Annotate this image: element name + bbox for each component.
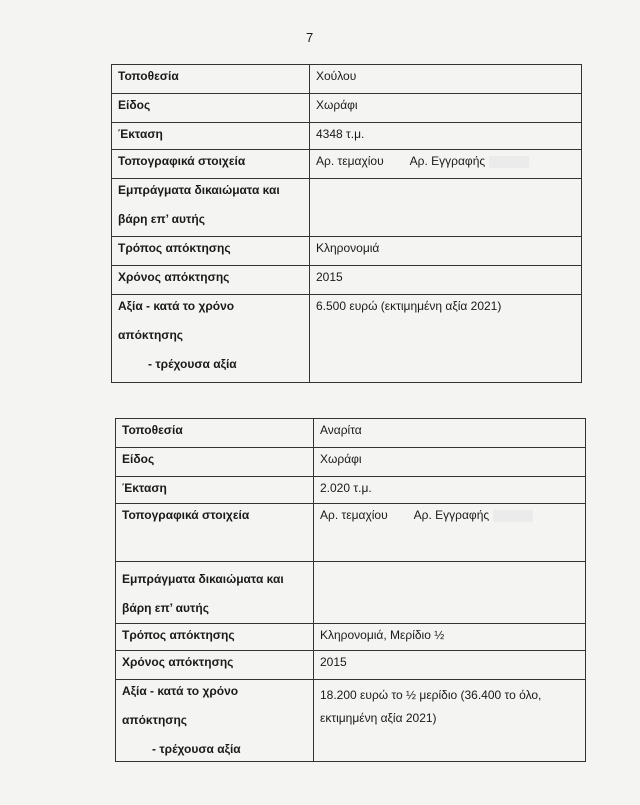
property-table-2 <box>115 418 586 762</box>
rights-label-line2: βάρη επ’ αυτής <box>122 601 209 615</box>
type-label: Είδος <box>112 94 310 123</box>
rights-label-line1: Εμπράγματα δικαιώματα και <box>118 183 280 197</box>
row-acquisition-method <box>112 237 582 266</box>
row-rights <box>112 179 582 237</box>
rights-label <box>116 562 314 624</box>
rights-label-line2: βάρη επ’ αυτής <box>118 212 205 226</box>
location-value: Αναρίτα <box>314 419 586 448</box>
acq-year-label: Χρόνος απόκτησης <box>112 266 310 295</box>
area-label: Έκταση <box>112 123 310 150</box>
topo-label: Τοπογραφικά στοιχεία <box>116 504 314 562</box>
value-value: 18.200 ευρώ το ½ μερίδιο (36.400 το όλο, εκτιμημένη αξία 2021) <box>314 680 586 762</box>
row-location <box>116 419 586 448</box>
topo-value <box>314 504 586 562</box>
registration-number-label: Αρ. Εγγραφής <box>409 154 486 168</box>
location-label: Τοποθεσία <box>112 65 310 94</box>
row-type <box>112 94 582 123</box>
row-topography <box>116 504 586 562</box>
location-value: Χούλου <box>310 65 582 94</box>
property-table-1 <box>111 64 582 383</box>
value-label-line1: Αξία - κατά το χρόνο <box>118 299 235 313</box>
area-value: 2.020 τ.μ. <box>314 477 586 504</box>
acq-method-value: Κληρονομιά, Μερίδιο ½ <box>314 624 586 651</box>
area-label: Έκταση <box>116 477 314 504</box>
row-rights <box>116 562 586 624</box>
row-area <box>112 123 582 150</box>
value-label <box>112 295 310 383</box>
acq-method-label: Τρόπος απόκτησης <box>112 237 310 266</box>
acq-year-label: Χρόνος απόκτησης <box>116 651 314 680</box>
value-label-line3: - τρέχουσα αξία <box>148 357 237 371</box>
type-value: Χωράφι <box>314 448 586 477</box>
acq-year-value: 2015 <box>314 651 586 680</box>
row-value <box>116 680 586 762</box>
type-value: Χωράφι <box>310 94 582 123</box>
rights-label-line1: Εμπράγματα δικαιώματα και <box>122 572 284 586</box>
acq-method-value: Κληρονομιά <box>310 237 582 266</box>
row-value <box>112 295 582 383</box>
parcel-number-label: Αρ. τεμαχίου <box>316 154 384 168</box>
value-label-line1: Αξία - κατά το χρόνο <box>122 684 239 698</box>
parcel-number-label: Αρ. τεμαχίου <box>320 508 388 522</box>
row-topography <box>112 150 582 179</box>
row-acquisition-year <box>116 651 586 680</box>
area-value: 4348 τ.μ. <box>310 123 582 150</box>
value-label-line2: απόκτησης <box>122 713 188 727</box>
rights-value <box>310 179 582 237</box>
value-label <box>116 680 314 762</box>
row-acquisition-year <box>112 266 582 295</box>
redaction-mark <box>493 510 533 522</box>
value-label-line3: - τρέχουσα αξία <box>152 742 241 756</box>
rights-label <box>112 179 310 237</box>
row-location <box>112 65 582 94</box>
location-label: Τοποθεσία <box>116 419 314 448</box>
page-number: 7 <box>306 30 314 45</box>
redaction-mark <box>489 156 529 168</box>
acq-year-value: 2015 <box>310 266 582 295</box>
topo-label: Τοπογραφικά στοιχεία <box>112 150 310 179</box>
row-type <box>116 448 586 477</box>
row-acquisition-method <box>116 624 586 651</box>
value-label-line2: απόκτησης <box>118 328 184 342</box>
row-area <box>116 477 586 504</box>
type-label: Είδος <box>116 448 314 477</box>
rights-value <box>314 562 586 624</box>
acq-method-label: Τρόπος απόκτησης <box>116 624 314 651</box>
registration-number-label: Αρ. Εγγραφής <box>413 508 490 522</box>
value-value: 6.500 ευρώ (εκτιμημένη αξία 2021) <box>310 295 582 383</box>
topo-value <box>310 150 582 179</box>
